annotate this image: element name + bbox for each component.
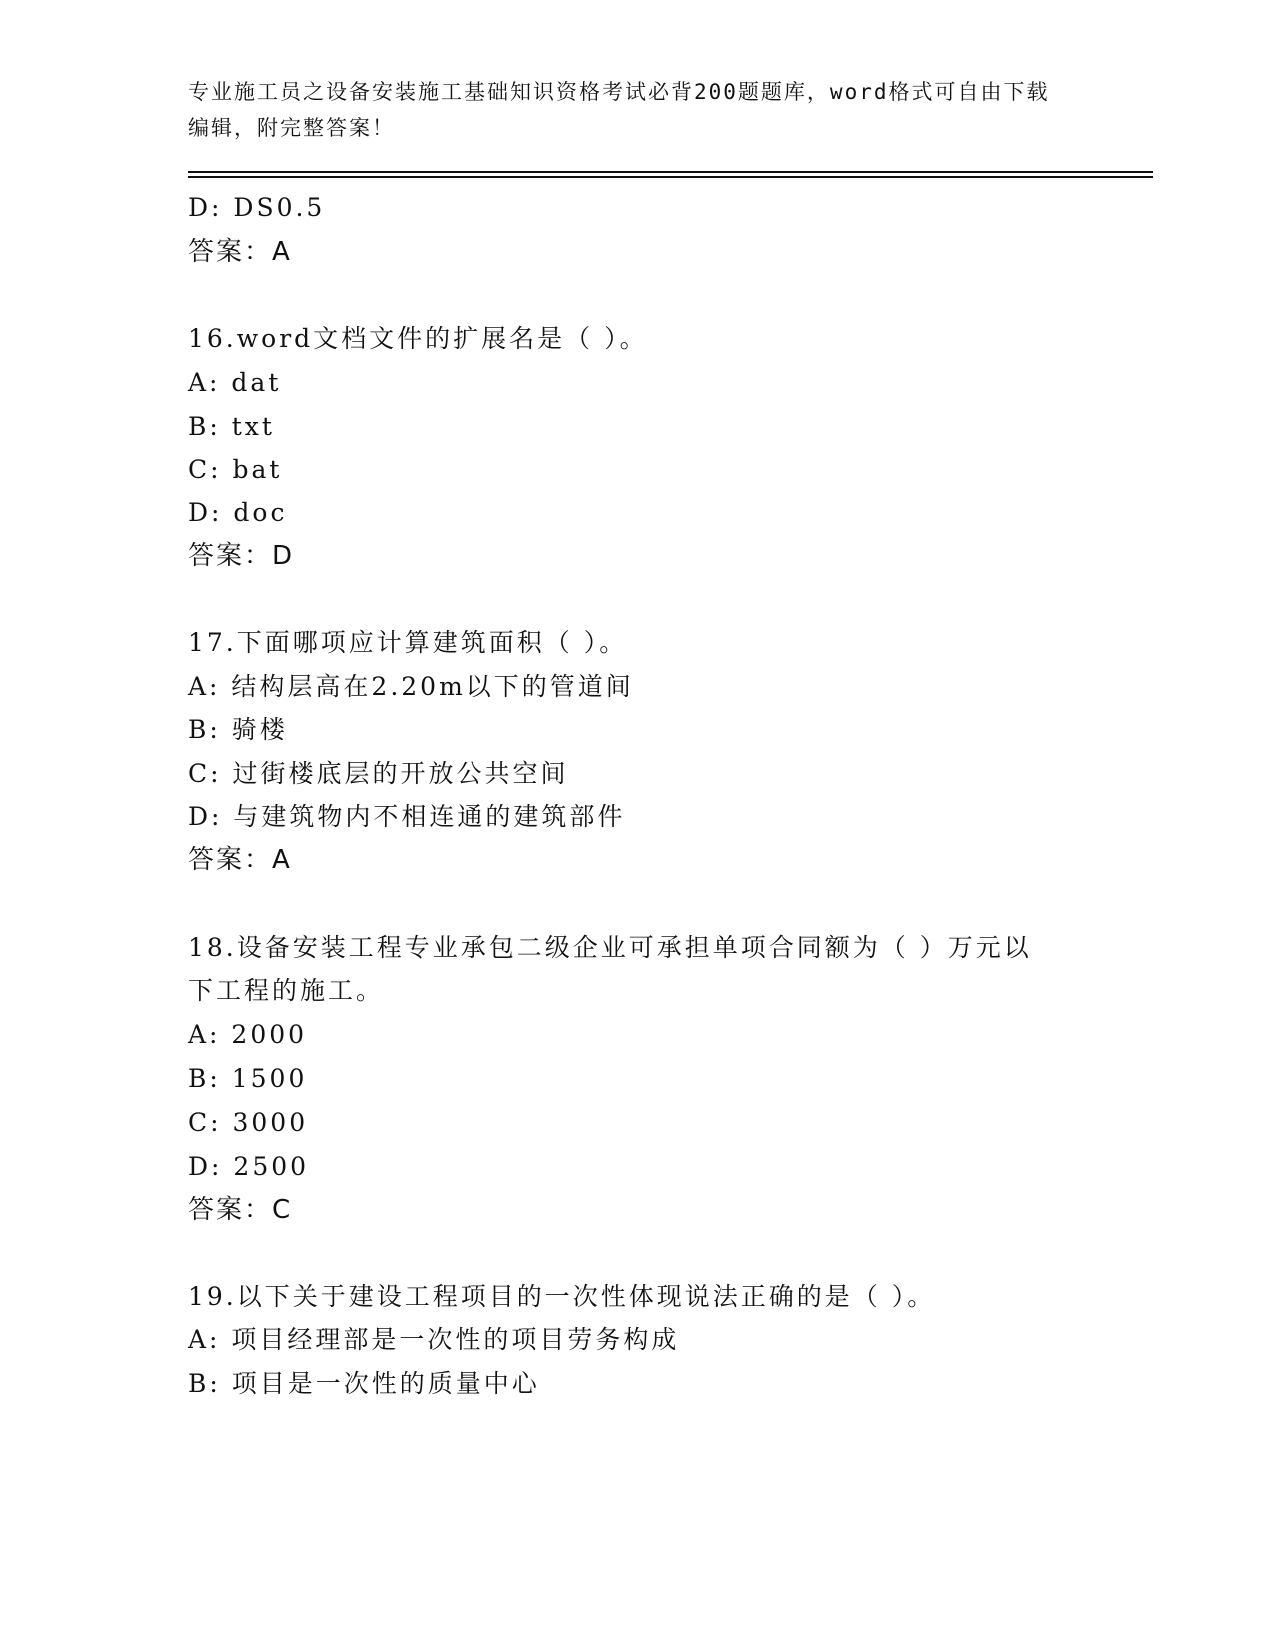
q17-option-a: A: 结构层高在2.20m以下的管道间 <box>188 672 634 701</box>
q17-option-c: C: 过街楼底层的开放公共空间 <box>188 759 569 788</box>
q17-option-b: B: 骑楼 <box>188 715 288 744</box>
header-rule-bottom <box>188 176 1153 178</box>
q16-question: 16.word文档文件的扩展名是（ ）。 <box>188 324 648 353</box>
q16-option-d: D: doc <box>188 498 288 527</box>
q19-question: 19.以下关于建设工程项目的一次性体现说法正确的是（ ）。 <box>188 1282 936 1311</box>
q18-option-a: A: 2000 <box>188 1020 308 1049</box>
q18-question-line2: 下工程的施工。 <box>188 976 385 1005</box>
header-rule-top <box>188 171 1153 173</box>
q18-option-d: D: 2500 <box>188 1152 310 1181</box>
q17-answer: 答案：A <box>188 845 292 875</box>
q17-option-d: D: 与建筑物内不相连通的建筑部件 <box>188 802 626 831</box>
q18-option-c: C: 3000 <box>188 1108 309 1137</box>
q16-option-c: C: bat <box>188 455 283 484</box>
q18-question-line1: 18.设备安装工程专业承包二级企业可承担单项合同额为（ ）万元以 <box>188 933 1032 962</box>
q18-option-b: B: 1500 <box>188 1064 308 1093</box>
q16-option-b: B: txt <box>188 412 275 441</box>
q16-answer: 答案：D <box>188 541 295 571</box>
q15-option-d: D: DS0.5 <box>188 193 326 222</box>
q15-answer: 答案：A <box>188 237 292 267</box>
q16-option-a: A: dat <box>188 368 282 397</box>
q19-option-a: A: 项目经理部是一次性的项目劳务构成 <box>188 1325 680 1354</box>
q19-option-b: B: 项目是一次性的质量中心 <box>188 1369 540 1398</box>
q17-question: 17.下面哪项应计算建筑面积（ ）。 <box>188 628 628 657</box>
q18-answer: 答案：C <box>188 1195 293 1225</box>
document-header: 专业施工员之设备安装施工基础知识资格考试必背200题题库，word格式可自由下载编辑，附完整答案！ <box>188 80 1050 140</box>
